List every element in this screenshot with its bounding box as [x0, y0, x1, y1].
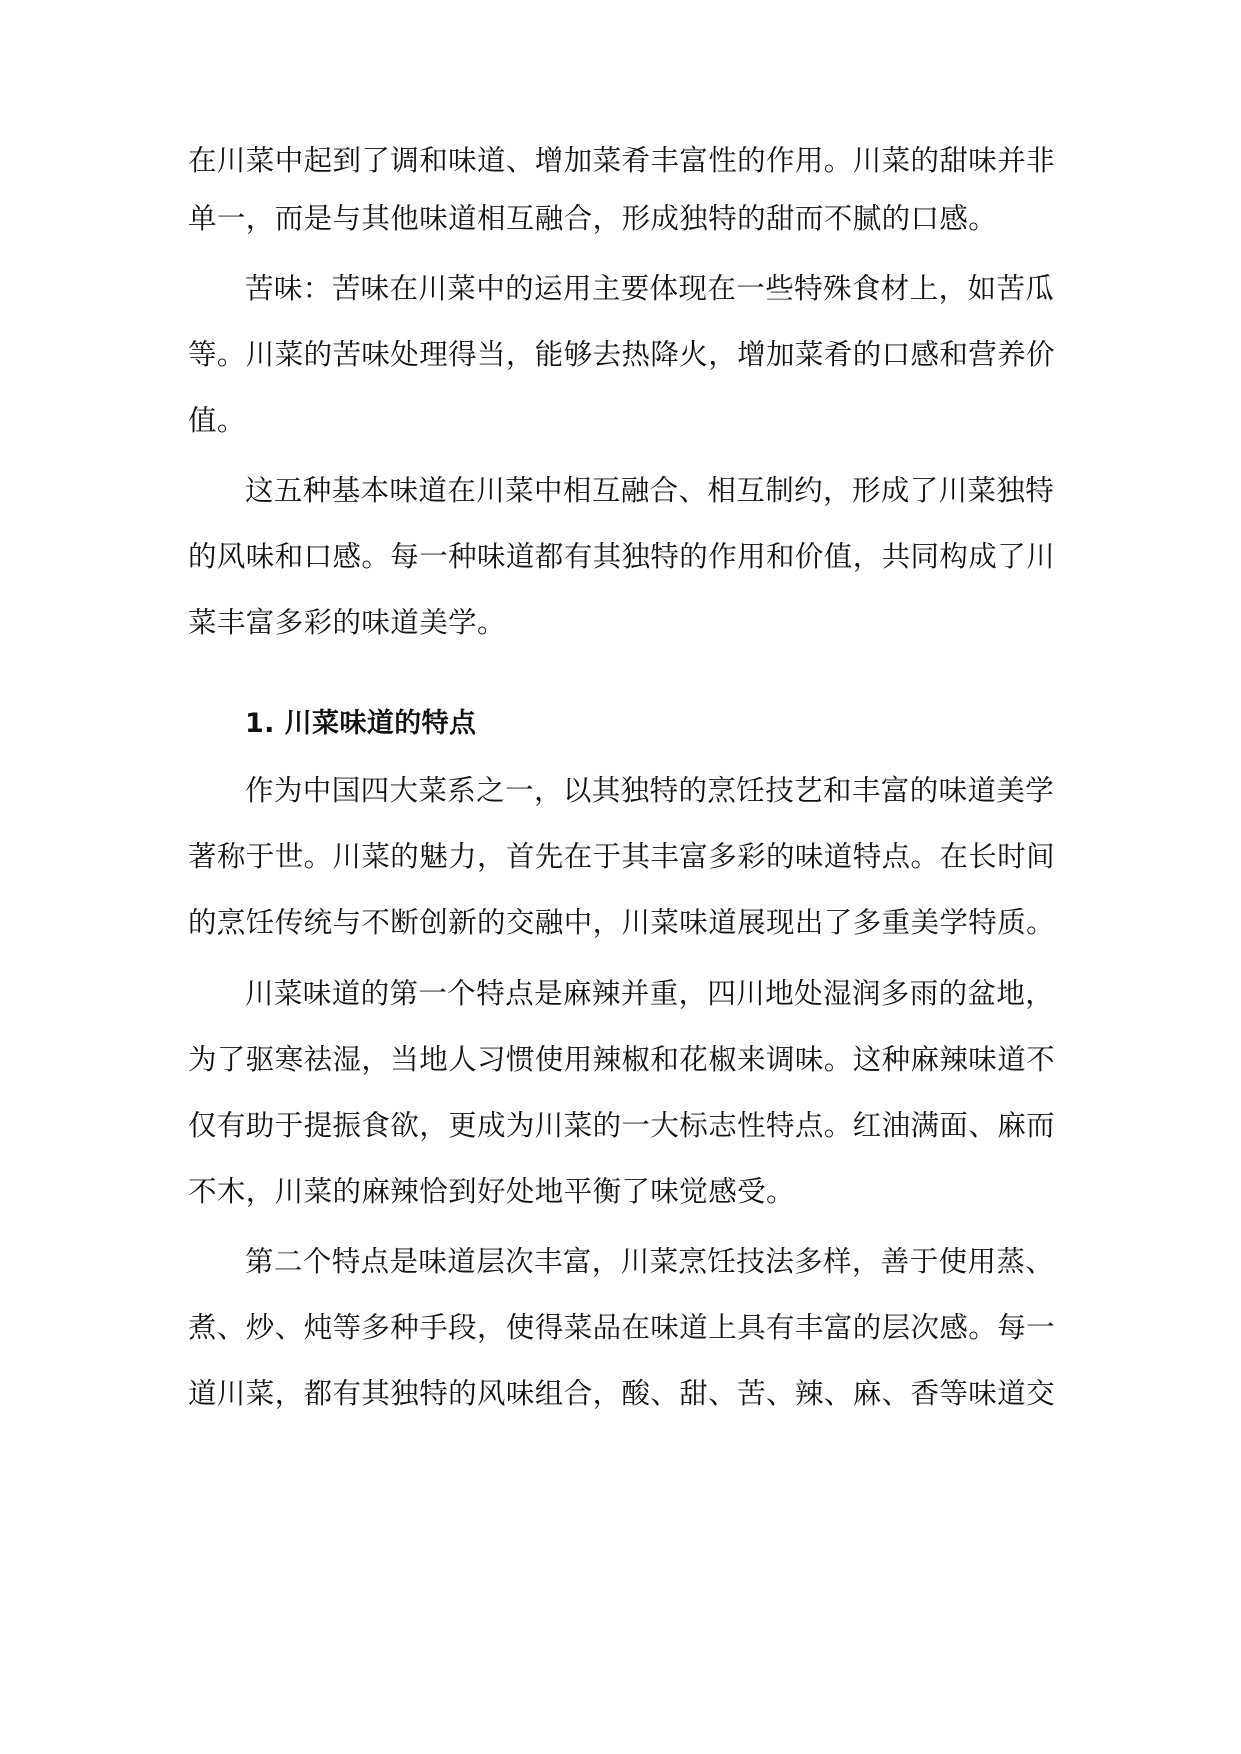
paragraph-second-feature: 第二个特点是味道层次丰富，川菜烹饪技法多样，善于使用蒸、	[245, 1245, 1055, 1278]
paragraph-first-feature: 川菜味道的第一个特点是麻辣并重，四川地处湿润多雨的盆地，	[245, 977, 1055, 1010]
paragraph-intro: 作为中国四大菜系之一，以其独特的烹饪技艺和丰富的味道美学	[245, 774, 1055, 807]
body-text-line: 值。	[188, 404, 246, 437]
body-text-line: 在川菜中起到了调和味道、增加菜肴丰富性的作用。川菜的甜味并非	[188, 144, 1056, 177]
body-text-line: 菜丰富多彩的味道美学。	[188, 606, 506, 639]
paragraph-five-tastes: 这五种基本味道在川菜中相互融合、相互制约，形成了川菜独特	[245, 474, 1055, 507]
body-text-line: 的烹饪传统与不断创新的交融中，川菜味道展现出了多重美学特质。	[188, 906, 1056, 939]
body-text-line: 著称于世。川菜的魅力，首先在于其丰富多彩的味道特点。在长时间	[188, 840, 1056, 873]
body-text-line: 的风味和口感。每一种味道都有其独特的作用和价值，共同构成了川	[188, 540, 1056, 573]
body-text-line: 等。川菜的苦味处理得当，能够去热降火，增加菜肴的口感和营养价	[188, 338, 1056, 371]
body-text-line: 单一，而是与其他味道相互融合，形成独特的甜而不腻的口感。	[188, 202, 998, 235]
body-text-line: 仅有助于提振食欲，更成为川菜的一大标志性特点。红油满面、麻而	[188, 1109, 1056, 1142]
body-text-line: 不木，川菜的麻辣恰到好处地平衡了味觉感受。	[188, 1175, 795, 1208]
body-text-line: 为了驱寒祛湿，当地人习惯使用辣椒和花椒来调味。这种麻辣味道不	[188, 1043, 1056, 1076]
section-heading: 1. 川菜味道的特点	[245, 708, 477, 739]
body-text-line: 道川菜，都有其独特的风味组合，酸、甜、苦、辣、麻、香等味道交	[188, 1377, 1056, 1410]
paragraph-bitter-taste: 苦味：苦味在川菜中的运用主要体现在一些特殊食材上，如苦瓜	[245, 272, 1055, 305]
body-text-line: 煮、炒、炖等多种手段，使得菜品在味道上具有丰富的层次感。每一	[188, 1311, 1056, 1344]
